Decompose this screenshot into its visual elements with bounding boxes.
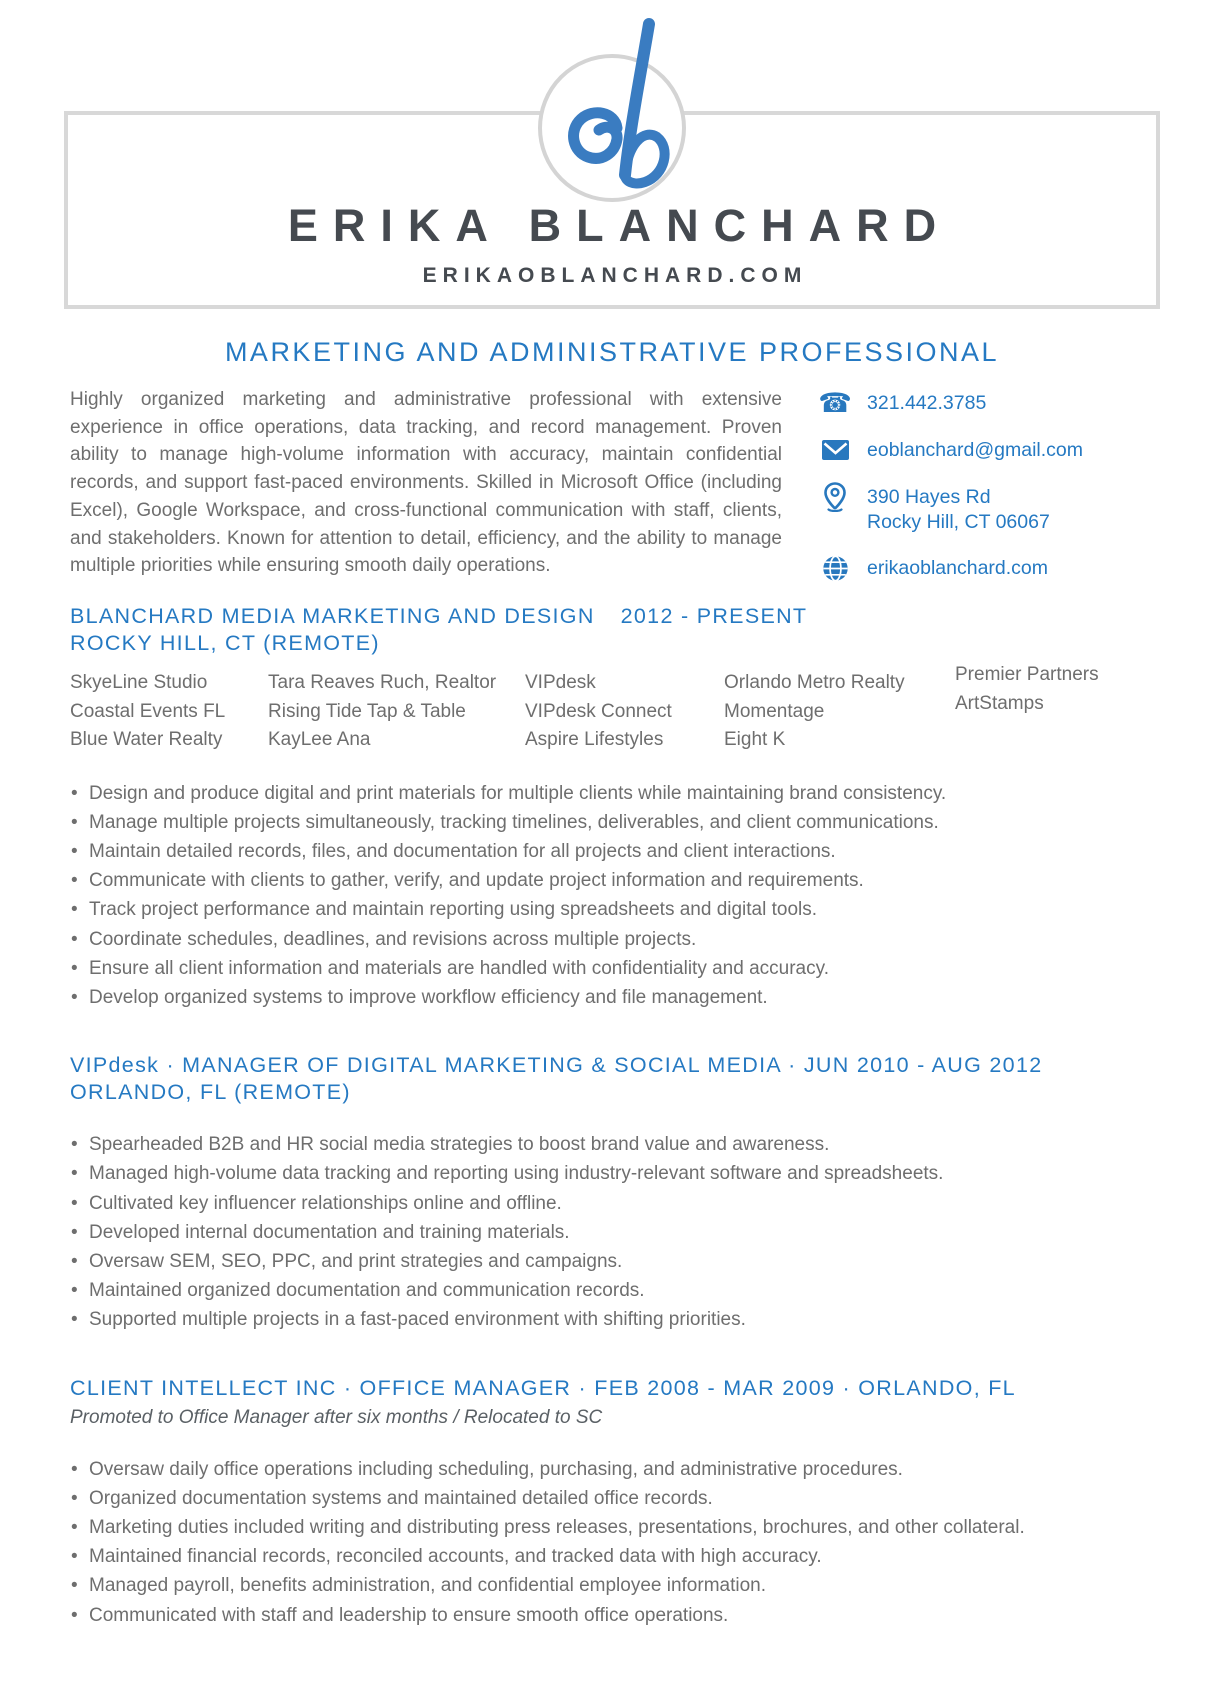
job3-subtitle: Promoted to Office Manager after six months / Relocated to SC	[70, 1406, 603, 1428]
client-name: VIPdesk Connect	[525, 700, 672, 722]
eb-monogram-icon	[527, 0, 697, 218]
job2-heading-line1: VIPdesk · MANAGER OF DIGITAL MARKETING & SOCIAL MEDIA · JUN 2010 - AUG 2012	[70, 1053, 1043, 1078]
summary-paragraph: Highly organized marketing and administrative professional with extensive experience in office operations, data tracking, and record management. Proven ability to manage high-volume information with accuracy, maintain confidential records, and support fast-paced environments. Skilled in Microsoft Office (including Excel), Google Workspace, and cross-functional communication with staff, clients, and stakeholders. Known for attention to detail, efficiency, and the ability to manage multiple priorities while ensuring smooth daily operations.	[70, 389, 782, 577]
bullet-item: • Maintain detailed records, files, and documentation for all projects and client interactions.	[70, 837, 1160, 866]
bullet-item: • Marketing duties included writing and distributing press releases, presentations, brochures, and other collateral.	[70, 1513, 1160, 1542]
contact-website-row	[820, 554, 1160, 582]
client-name: Blue Water Realty	[70, 729, 223, 751]
job3-heading-line1: CLIENT INTELLECT INC · OFFICE MANAGER · FEB 2008 - MAR 2009 · ORLANDO, FL	[70, 1375, 1016, 1400]
client-name: Rising Tide Tap & Table	[268, 700, 466, 722]
person-name: ERIKA BLANCHARD	[287, 200, 952, 251]
job1-location: ROCKY HILL, CT (REMOTE)	[70, 631, 380, 656]
client-column-5	[955, 661, 1160, 755]
postal-address	[867, 483, 1050, 535]
header-banner	[64, 111, 1160, 309]
envelope-icon	[820, 436, 850, 464]
logo	[527, 0, 697, 218]
client-column-1	[70, 669, 268, 755]
client-name: Premier Partners	[955, 664, 1099, 686]
job1-bullet-list	[70, 779, 1160, 1013]
bullet-item: • Communicated with staff and leadership to ensure smooth office operations.	[70, 1601, 1160, 1630]
bullet-item: • Managed high-volume data tracking and reporting using industry-relevant software and spreadsheets.	[70, 1159, 1160, 1188]
bullet-item: • Communicate with clients to gather, verify, and update project information and requirements.	[70, 866, 1160, 895]
client-column-3	[525, 669, 724, 755]
bullet-item: • Develop organized systems to improve workflow efficiency and file management.	[70, 983, 1160, 1012]
bullet-item: • Design and produce digital and print materials for multiple clients while maintaining brand consistency.	[70, 779, 1160, 808]
address-line-1: 390 Hayes Rd	[867, 486, 991, 509]
job1-dates: 2012 - PRESENT	[620, 604, 808, 629]
phone-number: 321.442.3785	[867, 392, 987, 415]
job-section-client-intellect	[70, 1375, 1160, 1630]
client-name: SkyeLine Studio	[70, 672, 208, 694]
bullet-item: • Cultivated key influencer relationships online and offline.	[70, 1189, 1160, 1218]
client-name: Aspire Lifestyles	[525, 729, 664, 751]
client-name: Momentage	[724, 700, 825, 722]
job3-heading	[70, 1375, 1160, 1402]
bullet-item: • Manage multiple projects simultaneously, tracking timelines, deliverables, and client communications.	[70, 808, 1160, 837]
contact-block	[782, 386, 1160, 582]
client-name: Coastal Events FL	[70, 700, 226, 722]
bullet-item: • Oversaw SEM, SEO, PPC, and print strategies and campaigns.	[70, 1247, 1160, 1276]
phone-icon: ☎	[818, 387, 852, 419]
job1-heading	[70, 603, 1160, 657]
bullet-item: • Managed payroll, benefits administration, and confidential employee information.	[70, 1571, 1160, 1600]
profession-title: MARKETING AND ADMINISTRATIVE PROFESSIONAL	[224, 337, 1000, 367]
client-name: Eight K	[724, 729, 786, 751]
client-name: ArtStamps	[955, 692, 1044, 714]
intro-row	[70, 386, 1160, 582]
contact-email-row	[820, 436, 1160, 464]
bullet-item: • Ensure all client information and materials are handled with confidentiality and accuracy.	[70, 954, 1160, 983]
bullet-item: • Maintained organized documentation and communication records.	[70, 1276, 1160, 1305]
client-column-4	[724, 669, 955, 755]
contact-phone-row	[820, 389, 1160, 417]
bullet-item: • Supported multiple projects in a fast-paced environment with shifting priorities.	[70, 1305, 1160, 1334]
client-name: Orlando Metro Realty	[724, 672, 905, 694]
client-list	[70, 664, 1160, 755]
website-url[interactable]: erikaoblanchard.com	[867, 557, 1049, 580]
bullet-item: • Organized documentation systems and maintained detailed office records.	[70, 1484, 1160, 1513]
bullet-item: • Spearheaded B2B and HR social media strategies to boost brand value and awareness.	[70, 1130, 1160, 1159]
job3-bullet-list	[70, 1455, 1160, 1630]
globe-icon	[820, 554, 850, 582]
bullet-item: • Developed internal documentation and training materials.	[70, 1218, 1160, 1247]
bullet-item: • Track project performance and maintain reporting using spreadsheets and digital tools.	[70, 895, 1160, 924]
contact-address-row	[820, 483, 1160, 535]
job2-heading	[70, 1052, 1160, 1106]
client-name: Tara Reaves Ruch, Realtor	[268, 672, 497, 694]
job2-location: ORLANDO, FL (REMOTE)	[70, 1080, 351, 1105]
email-address[interactable]: eoblanchard@gmail.com	[867, 439, 1083, 462]
job2-bullet-list	[70, 1130, 1160, 1334]
bullet-item: • Coordinate schedules, deadlines, and revisions across multiple projects.	[70, 925, 1160, 954]
resume-page	[0, 111, 1224, 1695]
client-name: VIPdesk	[525, 672, 596, 694]
address-line-2: Rocky Hill, CT 06067	[867, 511, 1050, 534]
job-section-vipdesk	[70, 1052, 1160, 1334]
client-column-2	[268, 669, 525, 755]
map-pin-icon	[820, 483, 850, 511]
client-name: KayLee Ana	[268, 729, 371, 751]
header-website: ERIKAOBLANCHARD.COM	[422, 264, 808, 287]
bullet-item: • Maintained financial records, reconciled accounts, and tracked data with high accuracy.	[70, 1542, 1160, 1571]
job1-company: BLANCHARD MEDIA MARKETING AND DESIGN	[70, 604, 595, 629]
bullet-item: • Oversaw daily office operations including scheduling, purchasing, and administrative procedures.	[70, 1455, 1160, 1484]
job-section-blanchard-media	[70, 603, 1160, 1012]
